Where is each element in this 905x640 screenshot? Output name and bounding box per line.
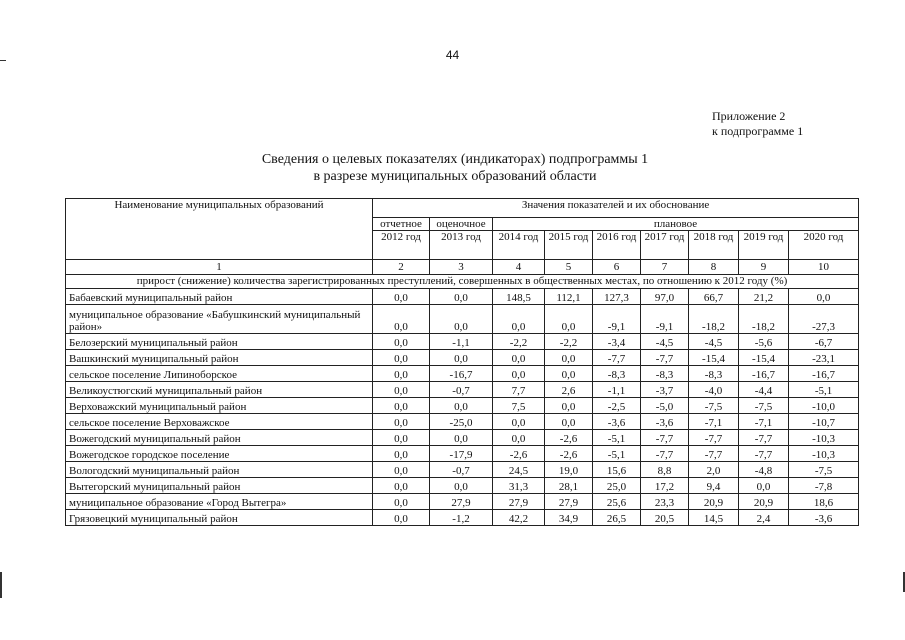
municipality-name-cell: Верховажский муниципальный район	[66, 398, 373, 414]
appendix-note	[712, 109, 803, 139]
municipality-name-cell: Бабаевский муниципальный район	[66, 289, 373, 305]
value-cell: 0,0	[430, 398, 493, 414]
value-cell: -4,5	[641, 334, 689, 350]
value-cell: -1,1	[430, 334, 493, 350]
value-cell: 0,0	[373, 446, 430, 462]
value-cell: -16,7	[739, 366, 789, 382]
value-cell: -7,1	[739, 414, 789, 430]
municipality-name-cell: Грязовецкий муниципальный район	[66, 510, 373, 526]
value-cell: -18,2	[739, 305, 789, 334]
value-cell: 27,9	[545, 494, 593, 510]
value-cell: 28,1	[545, 478, 593, 494]
value-cell: 66,7	[689, 289, 739, 305]
value-cell: 0,0	[545, 398, 593, 414]
title-line-2: в разрезе муниципальных образований области	[313, 169, 597, 184]
municipality-name-cell: муниципальное образование «Город Вытегра»	[66, 494, 373, 510]
header-year: 2012 год	[373, 231, 430, 260]
value-cell: 9,4	[689, 478, 739, 494]
value-cell: -4,0	[689, 382, 739, 398]
table-row	[66, 350, 859, 366]
value-cell: -3,7	[641, 382, 689, 398]
header-planned: плановое	[493, 218, 859, 231]
value-cell: -4,4	[739, 382, 789, 398]
value-cell: -3,6	[641, 414, 689, 430]
value-cell: 8,8	[641, 462, 689, 478]
value-cell: 26,5	[593, 510, 641, 526]
value-cell: 7,5	[493, 398, 545, 414]
value-cell: 127,3	[593, 289, 641, 305]
value-cell: -7,8	[789, 478, 859, 494]
value-cell: -7,5	[789, 462, 859, 478]
municipality-name-cell: сельское поселение Липиноборское	[66, 366, 373, 382]
column-number-row	[66, 260, 859, 275]
value-cell: 15,6	[593, 462, 641, 478]
header-year: 2018 год	[689, 231, 739, 260]
value-cell: -5,1	[593, 430, 641, 446]
column-number-cell: 10	[789, 260, 859, 275]
value-cell: -7,7	[593, 350, 641, 366]
value-cell: -2,6	[545, 446, 593, 462]
value-cell: -15,4	[739, 350, 789, 366]
value-cell: 20,9	[739, 494, 789, 510]
value-cell: -5,1	[593, 446, 641, 462]
value-cell: 0,0	[493, 350, 545, 366]
value-cell: 0,0	[373, 289, 430, 305]
value-cell: -10,7	[789, 414, 859, 430]
value-cell: 7,7	[493, 382, 545, 398]
value-cell: -23,1	[789, 350, 859, 366]
value-cell: 27,9	[493, 494, 545, 510]
municipality-name-cell: муниципальное образование «Бабушкинский муниципальный район»	[66, 305, 373, 334]
value-cell: 0,0	[373, 430, 430, 446]
page-number: 44	[445, 48, 460, 62]
table-row	[66, 366, 859, 382]
value-cell: -27,3	[789, 305, 859, 334]
value-cell: -4,5	[689, 334, 739, 350]
value-cell: 2,6	[545, 382, 593, 398]
value-cell: -10,3	[789, 446, 859, 462]
value-cell: 0,0	[789, 289, 859, 305]
value-cell: -9,1	[593, 305, 641, 334]
value-cell: 0,0	[545, 305, 593, 334]
value-cell: 0,0	[373, 478, 430, 494]
value-cell: 14,5	[689, 510, 739, 526]
value-cell: -2,2	[493, 334, 545, 350]
scan-margin-mark	[0, 572, 2, 598]
table-row	[66, 414, 859, 430]
header-year: 2015 год	[545, 231, 593, 260]
value-cell: 17,2	[641, 478, 689, 494]
value-cell: -7,5	[739, 398, 789, 414]
value-cell: -8,3	[593, 366, 641, 382]
value-cell: -0,7	[430, 462, 493, 478]
appendix-line-2: к подпрограмме 1	[712, 124, 804, 138]
value-cell: 0,0	[373, 414, 430, 430]
value-cell: -7,7	[739, 446, 789, 462]
table-row	[66, 398, 859, 414]
value-cell: 21,2	[739, 289, 789, 305]
value-cell: -7,7	[689, 430, 739, 446]
value-cell: 0,0	[373, 510, 430, 526]
value-cell: 97,0	[641, 289, 689, 305]
section-title: прирост (снижение) количества зарегистрированных преступлений, совершенных в общественных местах, по отношению к 2012 году (%)	[66, 275, 859, 289]
column-number-cell: 3	[430, 260, 493, 275]
value-cell: -4,8	[739, 462, 789, 478]
value-cell: -7,7	[641, 446, 689, 462]
value-cell: 0,0	[430, 350, 493, 366]
value-cell: -6,7	[789, 334, 859, 350]
value-cell: -7,7	[689, 446, 739, 462]
municipality-name-cell: Великоустюгский муниципальный район	[66, 382, 373, 398]
header-year: 2019 год	[739, 231, 789, 260]
value-cell: 20,5	[641, 510, 689, 526]
value-cell: 0,0	[373, 398, 430, 414]
value-cell: -2,6	[493, 446, 545, 462]
value-cell: -0,7	[430, 382, 493, 398]
column-number-cell: 7	[641, 260, 689, 275]
value-cell: 24,5	[493, 462, 545, 478]
value-cell: 0,0	[373, 334, 430, 350]
value-cell: 34,9	[545, 510, 593, 526]
value-cell: -3,6	[593, 414, 641, 430]
column-number-cell: 6	[593, 260, 641, 275]
value-cell: -3,4	[593, 334, 641, 350]
value-cell: -7,7	[739, 430, 789, 446]
table-row	[66, 494, 859, 510]
municipality-name-cell: Вашкинский муниципальный район	[66, 350, 373, 366]
value-cell: 0,0	[739, 478, 789, 494]
value-cell: -15,4	[689, 350, 739, 366]
table-row	[66, 334, 859, 350]
value-cell: 0,0	[373, 350, 430, 366]
municipality-name-cell: Вожегодское городское поселение	[66, 446, 373, 462]
header-year: 2020 год	[789, 231, 859, 260]
header-year: 2014 год	[493, 231, 545, 260]
value-cell: 2,4	[739, 510, 789, 526]
value-cell: 0,0	[493, 430, 545, 446]
section-row	[66, 275, 859, 289]
value-cell: 42,2	[493, 510, 545, 526]
value-cell: 0,0	[493, 305, 545, 334]
value-cell: -18,2	[689, 305, 739, 334]
value-cell: -2,2	[545, 334, 593, 350]
value-cell: -17,9	[430, 446, 493, 462]
column-number-cell: 8	[689, 260, 739, 275]
value-cell: -7,1	[689, 414, 739, 430]
table-row	[66, 430, 859, 446]
table-row	[66, 446, 859, 462]
municipality-name-cell: Вологодский муниципальный район	[66, 462, 373, 478]
value-cell: 31,3	[493, 478, 545, 494]
value-cell: -7,7	[641, 430, 689, 446]
value-cell: 18,6	[789, 494, 859, 510]
value-cell: 0,0	[493, 366, 545, 382]
table-row	[66, 478, 859, 494]
column-number-cell: 5	[545, 260, 593, 275]
appendix-line-1: Приложение 2	[712, 109, 786, 123]
value-cell: -10,3	[789, 430, 859, 446]
header-year: 2013 год	[430, 231, 493, 260]
value-cell: -2,5	[593, 398, 641, 414]
column-number-cell: 1	[66, 260, 373, 275]
value-cell: 0,0	[430, 289, 493, 305]
municipality-name-cell: Вожегодский муниципальный район	[66, 430, 373, 446]
title-line-1: Сведения о целевых показателях (индикаторах) подпрограммы 1	[261, 152, 649, 167]
table-row	[66, 510, 859, 526]
value-cell: -5,0	[641, 398, 689, 414]
value-cell: 0,0	[373, 382, 430, 398]
value-cell: -7,5	[689, 398, 739, 414]
municipality-name-cell: Белозерский муниципальный район	[66, 334, 373, 350]
value-cell: 23,3	[641, 494, 689, 510]
value-cell: -9,1	[641, 305, 689, 334]
value-cell: 148,5	[493, 289, 545, 305]
value-cell: -2,6	[545, 430, 593, 446]
value-cell: 0,0	[545, 350, 593, 366]
value-cell: -8,3	[689, 366, 739, 382]
header-reported: отчетное	[373, 218, 430, 231]
value-cell: 0,0	[545, 366, 593, 382]
header-year: 2017 год	[641, 231, 689, 260]
indicators-table	[65, 198, 859, 526]
value-cell: 0,0	[430, 478, 493, 494]
value-cell: -10,0	[789, 398, 859, 414]
document-title	[200, 151, 710, 185]
value-cell: -7,7	[641, 350, 689, 366]
value-cell: -5,6	[739, 334, 789, 350]
value-cell: -16,7	[789, 366, 859, 382]
column-number-cell: 9	[739, 260, 789, 275]
header-name-column: Наименование муниципальных образований	[66, 199, 373, 260]
value-cell: 25,0	[593, 478, 641, 494]
value-cell: 0,0	[430, 305, 493, 334]
value-cell: 0,0	[373, 494, 430, 510]
value-cell: 0,0	[430, 430, 493, 446]
municipality-name-cell: сельское поселение Верховажское	[66, 414, 373, 430]
table-row	[66, 289, 859, 305]
column-number-cell: 2	[373, 260, 430, 275]
value-cell: 20,9	[689, 494, 739, 510]
column-number-cell: 4	[493, 260, 545, 275]
header-values-group: Значения показателей и их обоснование	[373, 199, 859, 218]
value-cell: -1,1	[593, 382, 641, 398]
table-row	[66, 305, 859, 334]
value-cell: 0,0	[373, 462, 430, 478]
value-cell: 0,0	[493, 414, 545, 430]
value-cell: -8,3	[641, 366, 689, 382]
value-cell: -5,1	[789, 382, 859, 398]
header-year: 2016 год	[593, 231, 641, 260]
value-cell: 27,9	[430, 494, 493, 510]
value-cell: -1,2	[430, 510, 493, 526]
value-cell: -3,6	[789, 510, 859, 526]
value-cell: 0,0	[373, 305, 430, 334]
value-cell: -25,0	[430, 414, 493, 430]
table-row	[66, 462, 859, 478]
value-cell: 0,0	[545, 414, 593, 430]
municipality-name-cell: Вытегорский муниципальный район	[66, 478, 373, 494]
value-cell: 25,6	[593, 494, 641, 510]
table-row	[66, 382, 859, 398]
value-cell: 2,0	[689, 462, 739, 478]
value-cell: 19,0	[545, 462, 593, 478]
value-cell: 0,0	[373, 366, 430, 382]
header-estimated: оценочное	[430, 218, 493, 231]
value-cell: -16,7	[430, 366, 493, 382]
value-cell: 112,1	[545, 289, 593, 305]
